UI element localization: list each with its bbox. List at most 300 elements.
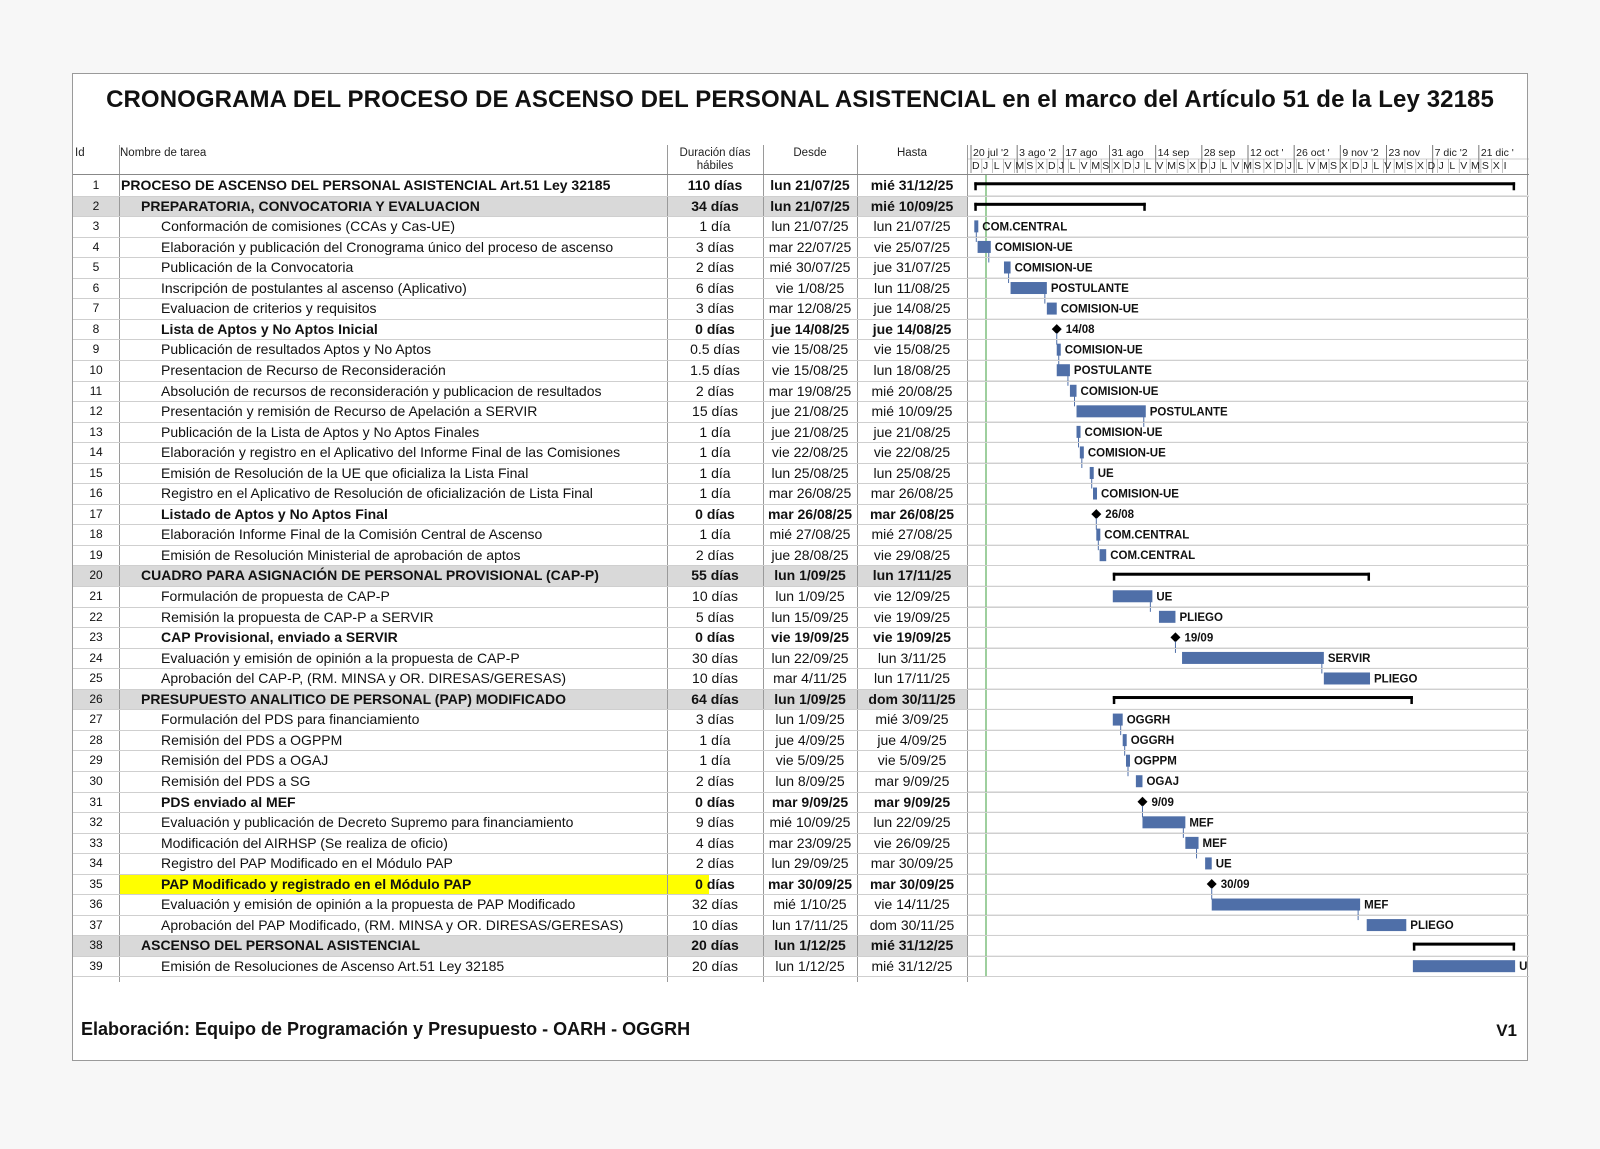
- task-duration: 110 días: [687, 177, 743, 193]
- timescale-day-label: V: [1384, 160, 1392, 172]
- task-end-date: dom 30/11/25: [869, 916, 955, 933]
- task-start-date: mar 12/08/25: [768, 300, 852, 317]
- timescale-day-label: V: [1156, 160, 1164, 172]
- task-duration: 1 día: [699, 444, 731, 461]
- summary-bar-end-cap: [1513, 943, 1516, 951]
- task-end-date: lun 25/08/25: [873, 464, 951, 481]
- task-name: Listado de Aptos y No Aptos Final: [161, 505, 388, 522]
- task-start-date: vie 19/09/25: [771, 629, 849, 646]
- row-divider: [73, 237, 1529, 238]
- task-id: 5: [92, 260, 100, 275]
- task-name: Evaluación y emisión de opinión a la propuesta de CAP-P: [161, 649, 520, 666]
- task-name: Aprobación del CAP-P, (RM. MINSA y OR. DIRESAS/GERESAS): [161, 670, 567, 687]
- table-row: [73, 381, 967, 402]
- task-resource-label: MEF: [1364, 899, 1389, 912]
- timescale-label: 7 dic '2: [1434, 147, 1468, 159]
- task-bar: [1113, 714, 1123, 726]
- task-end-date: jue 14/08/25: [872, 320, 952, 337]
- row-divider: [73, 360, 1529, 361]
- timescale-day-label: L: [1069, 160, 1076, 172]
- timescale-day-label: V: [1080, 160, 1088, 172]
- table-row: [73, 812, 967, 833]
- task-start-date: mar 19/08/25: [768, 382, 852, 399]
- timescale-label: 9 nov '2: [1342, 147, 1379, 159]
- timescale-label: 28 sep: [1203, 147, 1236, 159]
- task-id: 25: [89, 671, 103, 686]
- milestone-diamond: [1170, 632, 1180, 642]
- task-duration: 0.5 días: [690, 341, 740, 358]
- task-id: 23: [89, 630, 103, 645]
- task-start-date: lun 22/09/25: [771, 649, 849, 666]
- task-start-date: lun 1/12/25: [774, 937, 846, 954]
- timescale-label: 21 dic ': [1480, 147, 1514, 159]
- task-id: 35: [73, 874, 119, 895]
- task-bar: [1100, 549, 1107, 561]
- task-name: Formulación del PDS para financiamiento: [161, 711, 420, 728]
- task-name: Presentación y remisión de Recurso de Apelación a SERVIR: [161, 403, 538, 420]
- row-divider: [73, 401, 1529, 402]
- timescale-day-label: V: [1308, 160, 1316, 172]
- task-end-date: mié 3/09/25: [875, 711, 949, 728]
- task-resource-label: OGGRH: [1130, 735, 1175, 748]
- row-divider: [73, 504, 1529, 505]
- timescale-day-label: D: [1351, 160, 1360, 172]
- task-id: 12: [89, 404, 103, 419]
- summary-bar: [974, 203, 1145, 206]
- task-end-date: mié 27/08/25: [871, 526, 953, 543]
- task-name: Publicación de la Lista de Aptos y No Aptos Finales: [161, 423, 480, 440]
- timescale-day-label: L: [1373, 160, 1380, 172]
- task-start-date: vie 22/08/25: [771, 444, 849, 461]
- row-divider: [73, 381, 1529, 382]
- task-end-date: vie 15/08/25: [873, 341, 951, 358]
- task-bar: [1047, 303, 1057, 315]
- milestone-date-label: 30/09: [1220, 878, 1250, 891]
- task-bar: [1142, 816, 1185, 828]
- table-row: [73, 504, 967, 525]
- task-duration: 9 días: [695, 814, 735, 831]
- task-name: ASCENSO DEL PERSONAL ASISTENCIAL: [141, 937, 421, 954]
- header-divider: [73, 174, 1529, 175]
- task-name: Publicación de la Convocatoria: [161, 259, 354, 276]
- timescale-day-label: S: [1330, 160, 1338, 172]
- task-end-date: jue 21/08/25: [873, 423, 951, 440]
- milestone-date-label: 14/08: [1065, 324, 1095, 337]
- task-end-date: vie 19/09/25: [873, 629, 951, 646]
- timescale-label: 31 ago: [1111, 147, 1144, 159]
- task-name: Conformación de comisiones (CCAs y Cas-UE): [161, 218, 456, 235]
- table-row: [73, 237, 967, 258]
- milestone-diamond: [1052, 324, 1062, 334]
- timescale-day-label: J: [1134, 160, 1140, 172]
- task-start-date: jue 14/08/25: [770, 320, 850, 337]
- task-id: 9: [92, 342, 100, 357]
- task-end-date: vie 5/09/25: [877, 752, 947, 769]
- table-row: [73, 607, 967, 628]
- summary-bar-start-cap: [1113, 573, 1116, 581]
- task-resource-label: POSTULANTE: [1149, 406, 1228, 419]
- schedule-table: [73, 145, 1529, 977]
- task-duration: 1 día: [699, 218, 731, 235]
- task-duration: 32 días: [692, 896, 738, 913]
- task-start-date: lun 21/07/25: [771, 218, 849, 235]
- timescale-day-label: M: [1319, 160, 1328, 172]
- table-row: [73, 874, 967, 895]
- table-row: [73, 833, 967, 854]
- task-id: 16: [89, 486, 103, 501]
- timescale-day-label: D: [972, 160, 980, 172]
- task-end-date: vie 26/09/25: [873, 834, 951, 851]
- summary-bar: [1113, 573, 1370, 576]
- task-resource-label: COM.CENTRAL: [1110, 550, 1196, 563]
- task-start-date: mar 30/09/25: [767, 875, 853, 892]
- table-row: [73, 709, 967, 730]
- task-end-date: mar 9/09/25: [873, 793, 951, 810]
- task-bar: [1077, 405, 1146, 417]
- row-divider: [73, 915, 1529, 916]
- task-name: PRESUPUESTO ANALITICO DE PERSONAL (PAP) MODIFICADO: [141, 690, 566, 707]
- column-divider: [857, 145, 858, 982]
- milestone-diamond: [1207, 879, 1217, 889]
- timescale-label: 23 nov: [1388, 147, 1421, 159]
- row-divider: [73, 689, 1529, 690]
- task-start-date: lun 21/07/25: [770, 197, 850, 214]
- task-name: Evaluación y publicación de Decreto Supremo para financiamiento: [161, 814, 574, 831]
- task-id: 19: [89, 547, 103, 562]
- timescale-label: 26 oct ': [1296, 147, 1330, 159]
- task-id: 15: [89, 465, 103, 480]
- task-start-date: mar 26/08/25: [767, 505, 853, 522]
- task-resource-label: OGPPM: [1133, 755, 1177, 768]
- task-name: Emisión de Resolución Ministerial de aprobación de aptos: [161, 546, 521, 563]
- task-bar: [1212, 899, 1360, 911]
- task-end-date: mié 20/08/25: [871, 382, 953, 399]
- task-end-date: vie 12/09/25: [873, 588, 951, 604]
- task-id: 2: [92, 198, 100, 213]
- task-start-date: jue 21/08/25: [771, 403, 849, 420]
- task-end-date: vie 29/08/25: [873, 546, 951, 563]
- task-start-date: mié 27/08/25: [769, 526, 851, 543]
- milestone-diamond: [1137, 797, 1147, 807]
- table-row: [73, 689, 967, 710]
- task-name: Presentacion de Recurso de Reconsideración: [161, 361, 446, 378]
- task-duration: 2 días: [695, 546, 735, 563]
- task-resource-label: COMISION-UE: [1080, 385, 1159, 398]
- table-row: [73, 792, 967, 813]
- task-end-date: vie 22/08/25: [873, 444, 951, 461]
- row-divider: [73, 298, 1529, 299]
- row-divider: [73, 463, 1529, 464]
- timescale-day-label: D: [1275, 160, 1284, 172]
- row-divider: [73, 935, 1529, 936]
- row-divider: [73, 545, 1529, 546]
- task-start-date: vie 15/08/25: [771, 361, 849, 378]
- task-bar: [1205, 857, 1212, 869]
- task-resource-label: POSTULANTE: [1073, 365, 1152, 378]
- task-resource-label: MEF: [1202, 837, 1227, 850]
- timescale-day-label: J: [1058, 160, 1065, 172]
- task-resource-label: PLIEGO: [1179, 611, 1223, 624]
- task-start-date: mar 22/07/25: [768, 238, 852, 255]
- task-resource-label: OGAJ: [1146, 776, 1180, 789]
- table-row: [73, 360, 967, 381]
- task-start-date: lun 1/09/25: [774, 690, 846, 707]
- row-divider: [73, 771, 1529, 772]
- task-name: Elaboración Informe Final de la Comisión Central de Ascenso: [161, 526, 543, 543]
- row-divider: [73, 196, 1529, 197]
- task-duration: 1 día: [699, 423, 731, 440]
- timescale-day-label: M: [1015, 160, 1025, 172]
- task-duration: 0 días: [695, 505, 735, 522]
- task-name: Inscripción de postulantes al ascenso (Aplicativo): [161, 279, 467, 296]
- header-id: Id: [75, 147, 85, 159]
- task-name: Registro en el Aplicativo de Resolución de oficialización de Lista Final: [161, 485, 593, 502]
- timescale-day-label: J: [1286, 160, 1292, 172]
- task-end-date: jue 14/08/25: [873, 300, 951, 317]
- task-end-date: mié 10/09/25: [870, 197, 954, 214]
- summary-bar-start-cap: [1413, 943, 1416, 951]
- task-id: 18: [89, 527, 103, 542]
- timescale-day-label: V: [1460, 160, 1468, 172]
- table-row: [73, 339, 967, 360]
- row-divider: [73, 956, 1529, 957]
- timescale-day-label: V: [1004, 160, 1012, 172]
- table-row: [73, 422, 967, 443]
- task-name: Absolución de recursos de reconsideración y publicacion de resultados: [161, 382, 602, 399]
- task-start-date: lun 1/09/25: [774, 567, 846, 584]
- milestone-date-label: 26/08: [1105, 509, 1135, 522]
- table-row: [73, 853, 967, 874]
- header-duration: Duración días hábiles: [679, 147, 751, 172]
- timescale-day-label: J: [1438, 160, 1444, 172]
- task-duration: 3 días: [695, 711, 735, 728]
- task-end-date: lun 11/08/25: [873, 279, 951, 296]
- table-row: [73, 545, 967, 566]
- task-duration: 2 días: [695, 772, 735, 789]
- task-id: 17: [89, 506, 103, 521]
- task-id: 27: [89, 712, 103, 727]
- table-row: [73, 648, 967, 669]
- task-name: Remisión del PDS a OGPPM: [161, 731, 343, 748]
- task-name: Emisión de Resoluciones de Ascenso Art.51 Ley 32185: [161, 957, 505, 974]
- table-row: [73, 771, 967, 792]
- task-bar: [1011, 282, 1047, 294]
- row-divider: [73, 257, 1529, 258]
- row-divider: [73, 483, 1529, 484]
- task-id: 13: [89, 424, 103, 439]
- timescale-day-label: L: [993, 160, 1000, 172]
- task-start-date: lun 8/09/25: [775, 772, 845, 789]
- milestone-diamond: [1091, 509, 1101, 519]
- task-name: PREPARATORIA, CONVOCATORIA Y EVALUACION: [141, 197, 480, 214]
- column-divider: [667, 145, 668, 982]
- timescale-day-label: S: [1178, 160, 1186, 172]
- task-name: Elaboración y publicación del Cronograma único del proceso de ascenso: [161, 238, 614, 255]
- task-name: Elaboración y registro en el Aplicativo del Informe Final de las Comisiones: [161, 444, 621, 461]
- task-start-date: vie 15/08/25: [771, 341, 849, 358]
- timescale-day-label: X: [1113, 160, 1121, 172]
- column-divider: [763, 145, 764, 982]
- task-end-date: mar 26/08/25: [869, 505, 955, 522]
- task-id: 14: [89, 445, 103, 460]
- task-resource-label: SERVIR: [1327, 652, 1371, 665]
- summary-bar: [1413, 943, 1515, 946]
- task-bar: [1136, 775, 1143, 787]
- timescale-label: 3 ago '2: [1019, 147, 1057, 159]
- task-start-date: lun 29/09/25: [771, 855, 849, 872]
- row-divider: [73, 278, 1529, 279]
- task-duration: 10 días: [692, 670, 738, 687]
- row-divider: [73, 627, 1529, 628]
- task-duration: 10 días: [692, 588, 738, 604]
- table-row: [73, 915, 967, 936]
- timescale-day-label: X: [1416, 160, 1424, 172]
- table-row: [73, 565, 967, 586]
- row-divider: [73, 709, 1529, 710]
- timescale-day-label: J: [982, 160, 989, 172]
- task-end-date: vie 25/07/25: [873, 238, 951, 255]
- task-duration: 0 días: [695, 320, 735, 337]
- task-name: CUADRO PARA ASIGNACIÓN DE PERSONAL PROVISIONAL (CAP-P): [141, 567, 599, 584]
- task-id: 7: [92, 301, 100, 316]
- task-resource-label: PLIEGO: [1410, 920, 1454, 933]
- row-divider: [73, 339, 1529, 340]
- task-duration: 1 día: [699, 464, 731, 481]
- task-id: 37: [89, 917, 103, 932]
- task-start-date: lun 15/09/25: [771, 608, 849, 625]
- table-row: [73, 196, 967, 217]
- task-bar: [1367, 919, 1407, 931]
- task-resource-label: COM.CENTRAL: [1104, 529, 1190, 542]
- timescale-day-label: I: [1503, 160, 1507, 172]
- task-name: PROCESO DE ASCENSO DEL PERSONAL ASISTENCIAL Art.51 Ley 32185: [121, 177, 611, 193]
- task-duration: 1 día: [699, 526, 731, 543]
- task-start-date: lun 1/09/25: [775, 711, 845, 728]
- task-id: 10: [89, 362, 103, 377]
- table-row: [73, 463, 967, 484]
- task-resource-label: COM.CENTRAL: [982, 221, 1068, 234]
- task-bar: [1093, 488, 1097, 500]
- timescale-day-label: M: [1243, 160, 1252, 172]
- summary-bar-end-cap: [1143, 203, 1146, 211]
- milestone-date-label: 19/09: [1184, 632, 1214, 645]
- task-id: 3: [92, 219, 100, 234]
- task-id: 31: [89, 794, 103, 809]
- task-id: 38: [89, 938, 103, 953]
- milestone-date-label: 9/09: [1151, 796, 1174, 809]
- task-start-date: lun 25/08/25: [771, 464, 849, 481]
- summary-bar-start-cap: [974, 203, 977, 211]
- timescale-label: 14 sep: [1157, 147, 1190, 159]
- footer-credits: Elaboración: Equipo de Programación y Presupuesto - OARH - OGGRH: [81, 1019, 691, 1039]
- row-divider: [73, 586, 1529, 587]
- row-divider: [73, 607, 1529, 608]
- task-name: Registro del PAP Modificado en el Módulo PAP: [161, 855, 453, 872]
- task-start-date: lun 1/09/25: [775, 588, 845, 604]
- timescale-day-label: V: [1232, 160, 1240, 172]
- summary-bar-end-cap: [1513, 182, 1516, 190]
- task-end-date: mar 26/08/25: [870, 485, 954, 502]
- task-end-date: lun 3/11/25: [877, 649, 947, 666]
- task-start-date: vie 1/08/25: [775, 279, 845, 296]
- timescale-day-label: X: [1264, 160, 1272, 172]
- task-duration: 34 días: [691, 197, 739, 214]
- version-label: V1: [1496, 1021, 1517, 1040]
- task-resource-label: MEF: [1189, 817, 1214, 830]
- document-title: CRONOGRAMA DEL PROCESO DE ASCENSO DEL PERSONAL ASISTENCIAL en el marco del Artículo 51 de la Ley 32185: [106, 86, 1494, 113]
- task-duration: 30 días: [692, 649, 738, 666]
- column-divider: [119, 145, 120, 982]
- task-id: 8: [92, 321, 100, 336]
- timescale-day-label: L: [1297, 160, 1304, 172]
- task-bar: [1070, 385, 1077, 397]
- task-start-date: mar 9/09/25: [771, 793, 849, 810]
- task-id: 4: [92, 239, 100, 254]
- task-id: 36: [89, 897, 103, 912]
- header-from: Desde: [793, 147, 827, 159]
- task-duration: 2 días: [695, 855, 735, 872]
- document-frame: [72, 73, 1528, 1061]
- task-resource-label: U: [1519, 961, 1528, 974]
- task-resource-label: COMISION-UE: [1060, 303, 1139, 316]
- task-start-date: lun 21/07/25: [770, 177, 850, 193]
- task-duration: 64 días: [691, 690, 739, 707]
- task-start-date: mar 26/08/25: [768, 485, 852, 502]
- task-name: Evaluación y emisión de opinión a la propuesta de PAP Modificado: [161, 896, 576, 913]
- task-name: PAP Modificado y registrado en el Módulo PAP: [119, 874, 709, 895]
- task-end-date: mié 31/12/25: [870, 937, 954, 954]
- task-id: 11: [89, 383, 103, 398]
- row-divider: [73, 730, 1529, 731]
- task-end-date: mar 30/09/25: [870, 855, 954, 872]
- task-name: Modificación del AIRHSP (Se realiza de oficio): [161, 834, 448, 851]
- task-duration: 6 días: [695, 279, 735, 296]
- row-divider: [73, 792, 1529, 793]
- task-bar: [1324, 672, 1370, 684]
- task-end-date: lun 21/07/25: [873, 218, 951, 235]
- task-end-date: dom 30/11/25: [868, 690, 956, 707]
- task-duration: 4 días: [695, 834, 735, 851]
- task-duration: 55 días: [691, 567, 739, 584]
- task-id: 28: [89, 732, 103, 747]
- task-duration: 3 días: [695, 300, 735, 317]
- header-to: Hasta: [896, 147, 928, 159]
- task-id: 33: [89, 835, 103, 850]
- task-id: 6: [92, 280, 100, 295]
- task-start-date: lun 1/12/25: [775, 957, 845, 974]
- task-id: 34: [89, 856, 103, 871]
- task-resource-label: COMISION-UE: [1064, 344, 1143, 357]
- table-row: [73, 894, 967, 915]
- table-row: [73, 935, 967, 956]
- summary-bar-end-cap: [1410, 696, 1413, 704]
- task-start-date: mié 10/09/25: [769, 814, 851, 831]
- task-id: 24: [89, 650, 103, 665]
- task-end-date: lun 17/11/25: [873, 670, 951, 687]
- table-row: [73, 483, 967, 504]
- timescale-day-label: S: [1405, 160, 1413, 172]
- task-bar: [1413, 960, 1515, 972]
- task-id: 26: [89, 691, 103, 706]
- table-row: [73, 668, 967, 689]
- timescale-label: 17 ago: [1065, 147, 1098, 159]
- table-row: [73, 442, 967, 463]
- task-id: 20: [89, 568, 103, 583]
- timescale-day-label: X: [1037, 160, 1045, 172]
- timescale-day-label: J: [1362, 160, 1368, 172]
- timescale-label: 12 oct ': [1250, 147, 1284, 159]
- row-divider: [73, 976, 1529, 977]
